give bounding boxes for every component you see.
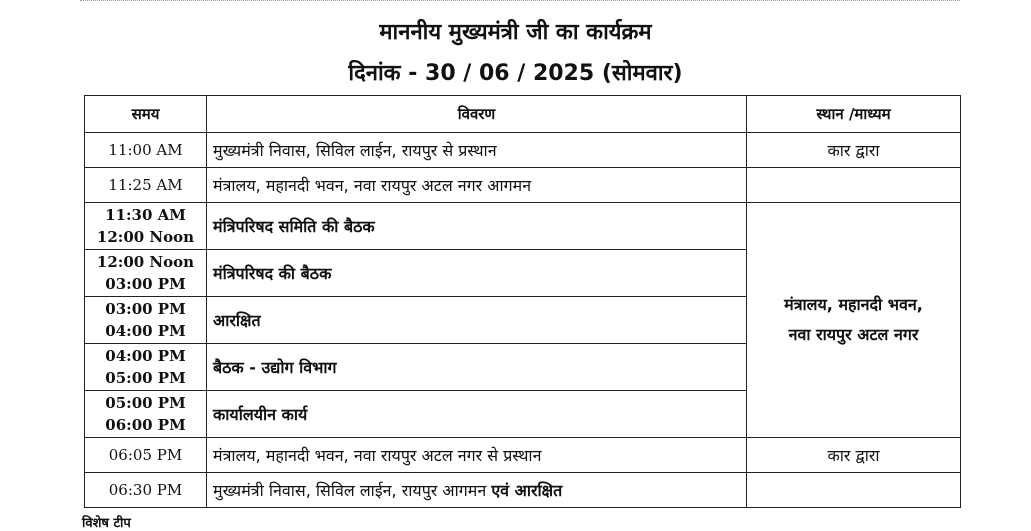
schedule-table [84,95,961,508]
row-details [207,473,747,508]
time-end: 12:00 Noon [96,228,195,246]
table-row [85,438,961,473]
row-details: मुख्यमंत्री निवास, सिविल लाईन, रायपुर से प्रस्थान [207,133,747,168]
time-start: 05:00 PM [105,394,186,412]
row-details: मंत्रालय, महानदी भवन, नवा रायपुर अटल नगर से प्रस्थान [207,438,747,473]
table-header-row [85,96,961,133]
row-time: 06:05 PM [85,438,207,473]
row-time: 06:30 PM [85,473,207,508]
merged-place-cell [747,203,961,438]
time-end: 06:00 PM [105,416,186,434]
row-time [85,297,207,344]
schedule-date: दिनांक - 30 / 06 / 2025 (सोमवार) [348,61,683,86]
table-row [85,473,961,508]
row-time: 11:25 AM [85,168,207,203]
merged-place-line2: नवा रायपुर अटल नगर [788,325,919,344]
schedule-title: माननीय मुख्यमंत्री जी का कार्यक्रम [379,20,652,45]
top-dotted-rule [80,0,960,7]
header-place: स्थान /माध्यम [747,96,961,133]
footer-note-partial: विशेष टीप [82,516,131,531]
row-time [85,344,207,391]
row-time: 11:00 AM [85,133,207,168]
table-row [85,133,961,168]
time-end: 05:00 PM [105,369,186,387]
row-details: मंत्रालय, महानदी भवन, नवा रायपुर अटल नगर आगमन [207,168,747,203]
time-start: 03:00 PM [105,300,186,318]
details-extra-bold: एवं आरक्षित [491,481,563,500]
header-time: समय [85,96,207,133]
row-place: कार द्वारा [747,438,961,473]
time-start: 12:00 Noon [96,253,195,271]
merged-place-line1: मंत्रालय, महानदी भवन, [784,295,923,314]
row-details: कार्यालयीन कार्य [207,391,747,438]
time-end: 04:00 PM [105,322,186,340]
row-place [747,473,961,508]
row-place: कार द्वारा [747,133,961,168]
row-time [85,391,207,438]
row-time [85,203,207,250]
table-row [85,203,961,250]
time-end: 03:00 PM [105,275,186,293]
row-time [85,250,207,297]
row-details: बैठक - उद्योग विभाग [207,344,747,391]
time-start: 11:30 AM [105,206,186,224]
table-row [85,168,961,203]
time-start: 04:00 PM [105,347,186,365]
row-place [747,168,961,203]
header-details: विवरण [207,96,747,133]
details-text: मुख्यमंत्री निवास, सिविल लाईन, रायपुर आगमन [213,481,487,500]
row-details: आरक्षित [207,297,747,344]
row-details: मंत्रिपरिषद की बैठक [207,250,747,297]
row-details: मंत्रिपरिषद समिति की बैठक [207,203,747,250]
